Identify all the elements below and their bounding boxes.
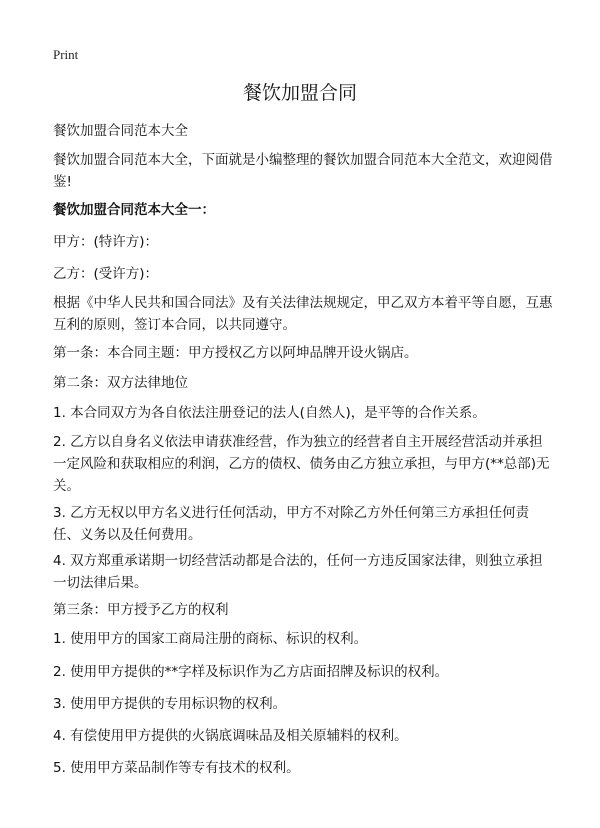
article-3-item-2: 2. 使用甲方提供的**字样及标识作为乙方店面招牌及标识的权利。 bbox=[53, 664, 449, 680]
article-2-heading: 第二条：双方法律地位 bbox=[53, 375, 188, 391]
page-title: 餐饮加盟合同 bbox=[242, 82, 357, 104]
print-link[interactable]: Print bbox=[53, 47, 79, 62]
article-2-item-3: 3. 乙方无权以甲方名义进行任何活动，甲方不对除乙方外任何第三方承担任何责任、义务以及任何费用。 bbox=[53, 505, 530, 543]
subtitle-paragraph: 餐饮加盟合同范本大全 bbox=[53, 123, 188, 139]
article-3-item-4: 4. 有偿使用甲方提供的火锅底调味品及相关原辅料的权利。 bbox=[53, 728, 408, 744]
article-3-item-1: 1. 使用甲方的国家工商局注册的商标、标识的权利。 bbox=[53, 631, 368, 647]
article-2-item-2: 2. 乙方以自身名义依法申请获准经营，作为独立的经营者自主开展经营活动并承担一定风险和获取相应的利润，乙方的债权、债务由乙方独立承担，与甲方(**总部)无关。 bbox=[53, 434, 550, 494]
article-1: 第一条：本合同主题：甲方授权乙方以阿坤品牌开设火锅店。 bbox=[53, 345, 418, 361]
intro-paragraph: 餐饮加盟合同范本大全，下面就是小编整理的餐饮加盟合同范本大全范文，欢迎阅借鉴! bbox=[53, 152, 553, 190]
article-2-item-1: 1. 本合同双方为各自依法注册登记的法人(自然人)，是平等的合作关系。 bbox=[53, 405, 486, 421]
party-b-line: 乙方：(受许方)： bbox=[53, 266, 159, 282]
article-3-item-5: 5. 使用甲方菜品制作等专有技术的权利。 bbox=[53, 760, 300, 776]
party-a-line: 甲方：(特许方)： bbox=[53, 234, 159, 250]
article-3-heading: 第三条：甲方授予乙方的权利 bbox=[53, 602, 229, 618]
section-heading: 餐饮加盟合同范本大全一： bbox=[53, 202, 215, 218]
preamble-paragraph: 根据《中华人民共和国合同法》及有关法律法规规定，甲乙双方本着平等自愿，互惠互利的原则，签订本合同，以共同遵守。 bbox=[53, 295, 553, 333]
article-3-item-3: 3. 使用甲方提供的专用标识物的权利。 bbox=[53, 696, 287, 712]
article-2-item-4: 4. 双方郑重承诺期一切经营活动都是合法的，任何一方违反国家法律，则独立承担一切法律后果。 bbox=[53, 553, 543, 591]
